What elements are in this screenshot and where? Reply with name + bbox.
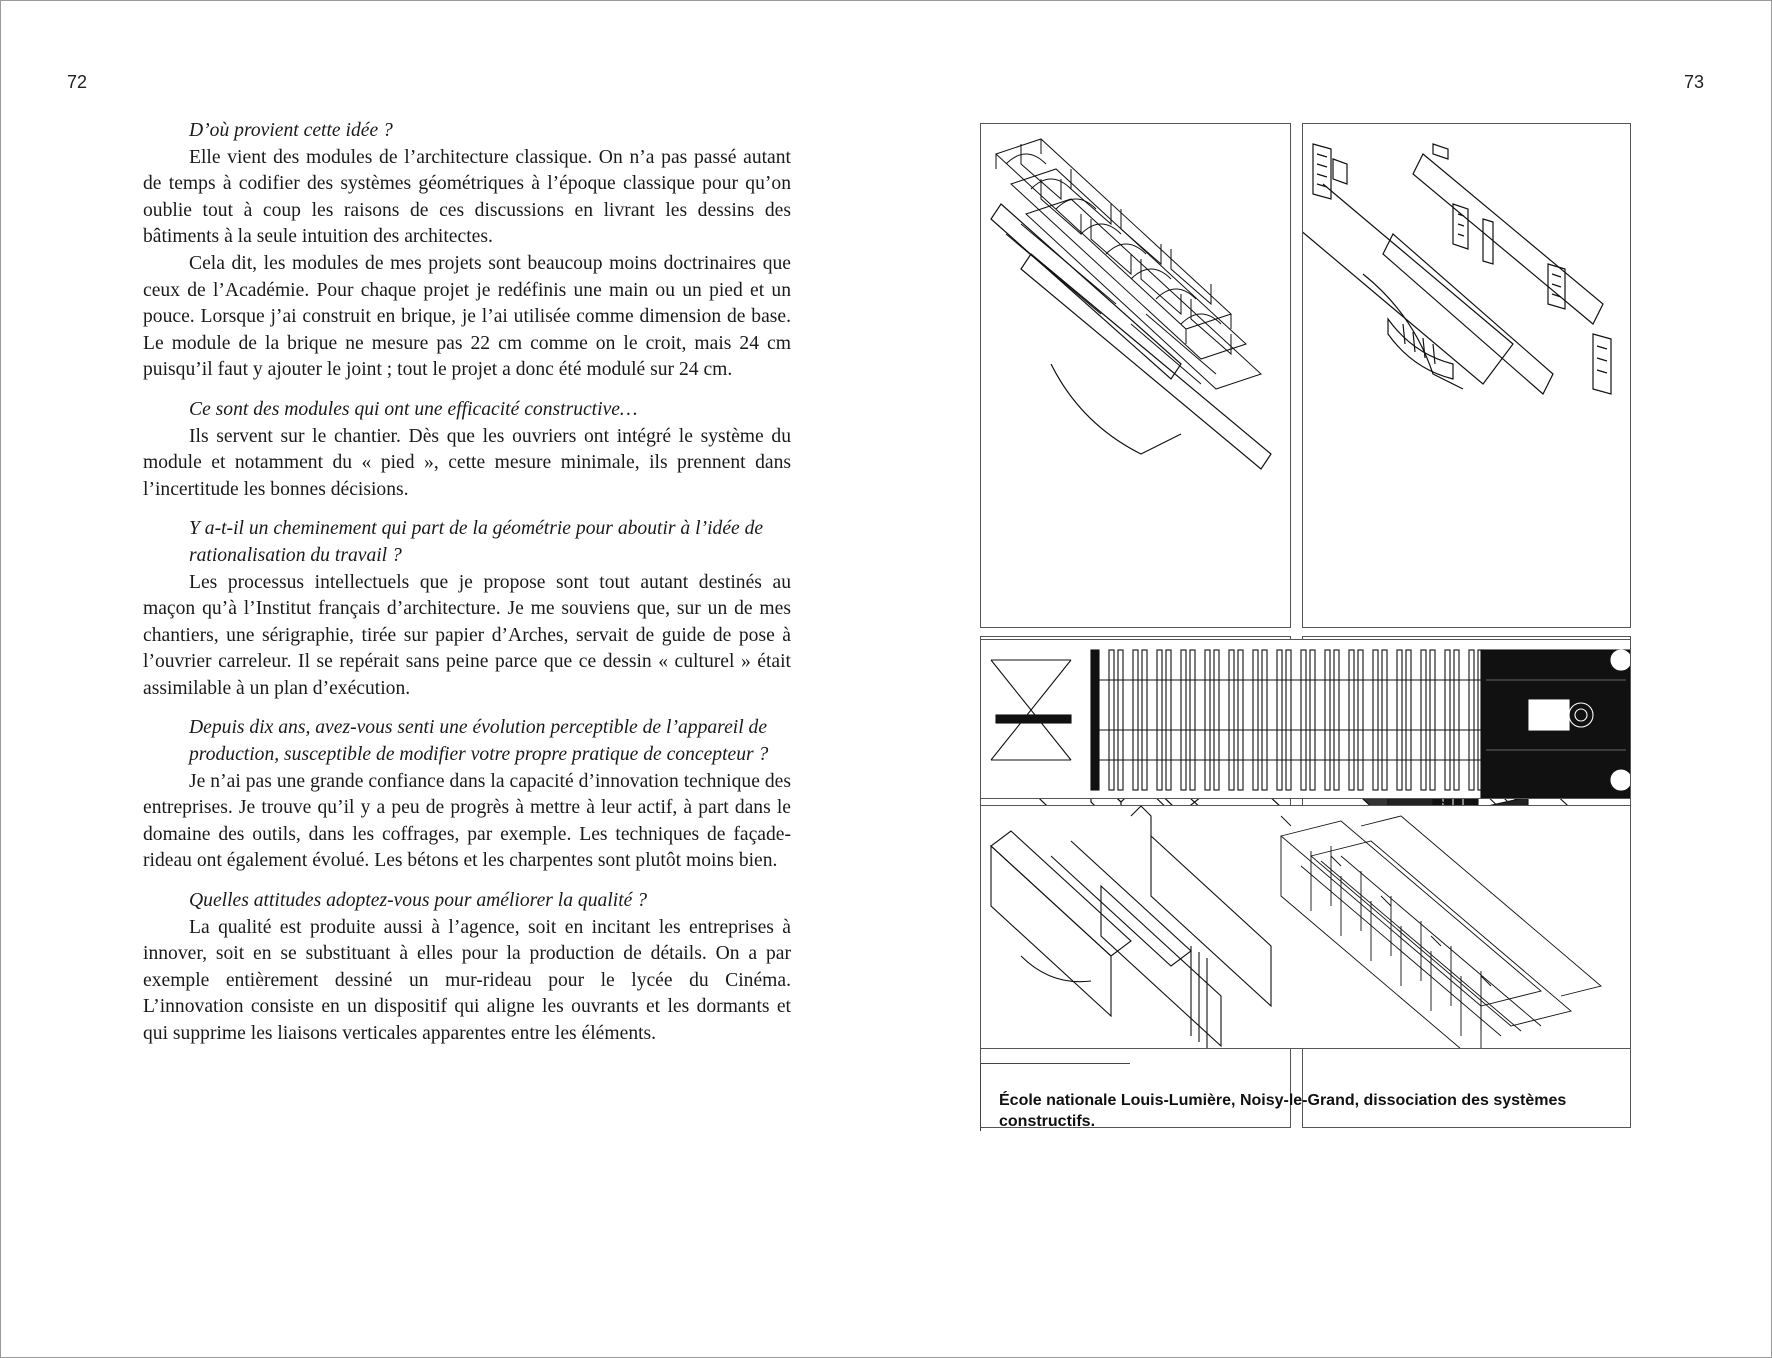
plan-bar bbox=[1325, 650, 1330, 790]
figure-caption: École nationale Louis-Lumière, Noisy-le-Grand, dissociation des systèmes constructifs. bbox=[999, 1092, 1567, 1130]
plan-bar bbox=[1421, 650, 1426, 790]
plan-bar bbox=[1238, 650, 1243, 790]
question-4: Depuis dix ans, avez-vous senti une évolution perceptible de l’appareil de production, susceptible de modifier votre propre pratique de concepteur ? bbox=[189, 717, 769, 766]
plan-bar bbox=[1214, 650, 1219, 790]
axonometric-walls-drawing-2 bbox=[980, 805, 1631, 1049]
plan-bar bbox=[1205, 650, 1210, 790]
plan-bar bbox=[1454, 650, 1459, 790]
question-1: D’où provient cette idée ? bbox=[189, 120, 393, 141]
question-2: Ce sont des modules qui ont une efficacité constructive… bbox=[189, 398, 638, 420]
interview-text-column bbox=[143, 118, 791, 1048]
answer-4: Je n’ai pas une grande confiance dans la capacité d’innovation technique des entreprises. Je trouve qu’il y a peu de progrès à mettre à leur actif, à part dans le domaine des outils, dans les coffrages, par exemple. Les techniques de façade-rideau ont également évolué. Les bétons et les charpentes sont plutôt moins bien. bbox=[143, 770, 791, 872]
plan-bar bbox=[1430, 650, 1435, 790]
axonometric-envelope-drawing bbox=[1302, 123, 1631, 628]
answer-1-paragraph-1: Elle vient des modules de l’architecture classique. On n’a pas passé autant de temps à codifier des systèmes géométriques à l’époque classique pour qu’on oublie tout à coup les raisons de ces discussions en livrant les dessins des bâtiments à la seule intuition des architectes. bbox=[143, 146, 791, 248]
plan-bar bbox=[1229, 650, 1234, 790]
plan-bar bbox=[1157, 650, 1162, 790]
axonometric-roof-drawing bbox=[980, 123, 1291, 628]
question-5: Quelles attitudes adoptez-vous pour améliorer la qualité ? bbox=[189, 890, 648, 912]
plan-bar bbox=[1109, 650, 1114, 790]
plan-bar bbox=[1382, 650, 1387, 790]
plan-bar bbox=[1310, 650, 1315, 790]
plan-bar bbox=[1469, 650, 1474, 790]
plan-bar bbox=[1445, 650, 1450, 790]
plan-bar bbox=[1133, 650, 1138, 790]
plan-bar bbox=[1253, 650, 1258, 790]
plan-bar bbox=[1358, 650, 1363, 790]
plan-drawing bbox=[980, 639, 1631, 799]
page-number-left: 72 bbox=[67, 72, 88, 92]
plan-bar bbox=[1373, 650, 1378, 790]
plan-bar bbox=[1142, 650, 1147, 790]
plan-bar bbox=[1181, 650, 1186, 790]
plan-bar bbox=[1190, 650, 1195, 790]
answer-3: Les processus intellectuels que je propose sont tout autant destinés au maçon qu’à l’Institut français d’architecture. Je me souviens que, sur un de mes chantiers, une sérigraphie, tirée sur papier d’Arches, servait de guide de pose à l’ouvrier carreleur. Il se repérait sans peine parce que ce dessin « culturel » était assimilable à un plan d’exécution. bbox=[143, 571, 791, 699]
plan-bar bbox=[1301, 650, 1306, 790]
plan-bar bbox=[1397, 650, 1402, 790]
plan-bar bbox=[1118, 650, 1123, 790]
plan-bar bbox=[1349, 650, 1354, 790]
plan-bar bbox=[1262, 650, 1267, 790]
page-number-right: 73 bbox=[1684, 72, 1705, 92]
caption-rule-horizontal bbox=[980, 1063, 1130, 1064]
plan-bar bbox=[1286, 650, 1291, 790]
plan-bar bbox=[1406, 650, 1411, 790]
question-3: Y a-t-il un cheminement qui part de la géométrie pour aboutir à l’idée de rationalisation du travail ? bbox=[189, 518, 764, 566]
caption-rule-vertical bbox=[980, 1063, 981, 1131]
plan-bar bbox=[1166, 650, 1171, 790]
answer-2: Ils servent sur le chantier. Dès que les ouvriers ont intégré le système du module et notamment du « pied », cette mesure minimale, ils prennent dans l’incertitude les bonnes décisions. bbox=[143, 425, 791, 500]
answer-5: La qualité est produite aussi à l’agence, soit en incitant les entreprises à innover, soit en se substituant à elles pour la production de détails. On a par exemple entièrement dessiné un mur-rideau pour le lycée du Cinéma. L’innovation consiste en un dispositif qui aligne les ouvrants et les dormants et qui supprime les liaisons verticales apparentes entre les éléments. bbox=[143, 916, 791, 1044]
plan-bar bbox=[1334, 650, 1339, 790]
answer-1-paragraph-2: Cela dit, les modules de mes projets sont beaucoup moins doctrinaires que ceux de l’Académie. Pour chaque projet je redéfinis une main ou un pied et un pouce. Lorsque j’ai construit en brique, je l’ai utilisée comme dimension de base. Le module de la brique ne mesure pas 22 cm comme on le croit, mais 24 cm puisqu’il faut y ajouter le joint ; tout le projet a donc été modulé sur 24 cm. bbox=[143, 252, 791, 381]
plan-bar bbox=[1277, 650, 1282, 790]
